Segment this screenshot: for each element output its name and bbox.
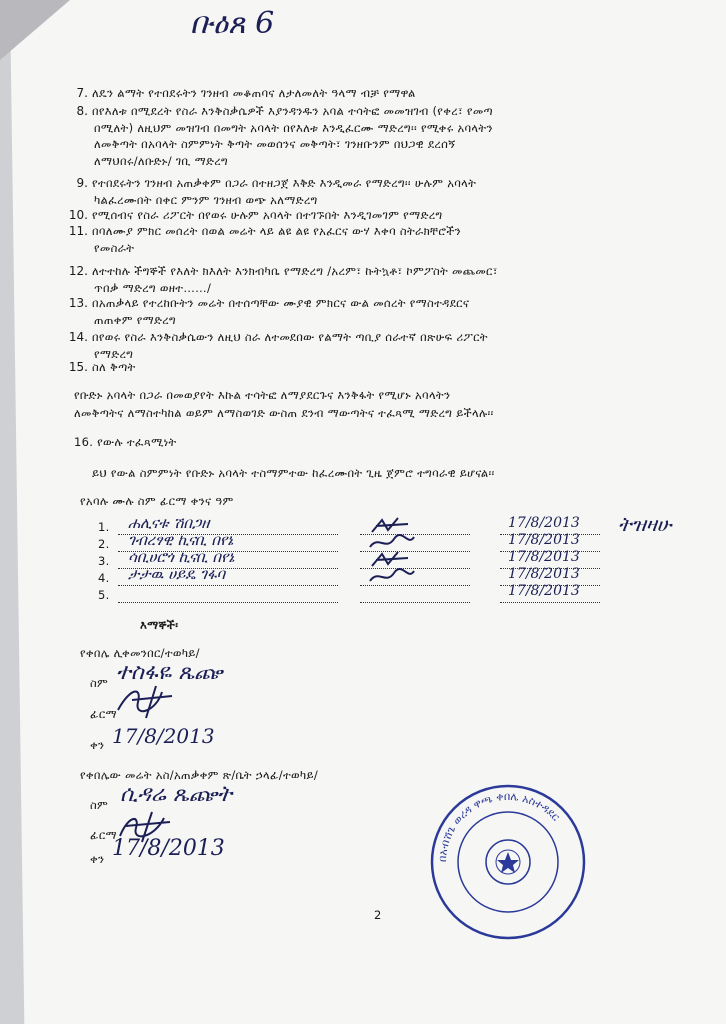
member-date: 17/8/2013: [508, 515, 580, 531]
member-number: 1.: [98, 520, 110, 534]
receiver-name-label: ስም: [90, 676, 109, 690]
clause-number: 9.: [76, 176, 88, 190]
member-name: ሳቢሀሮጎ ኪናቢ በየኔ: [128, 548, 235, 566]
office-title: የቀበሌው መሬት አስ/አጠቃቀም ጽ/ቤት ኃላፊ/ተወካይ/: [80, 768, 319, 782]
clause-text-line: በባለሙያ ምክር መሰረት በወል መሬት ላይ ልዩ ልዩ የአፈርና ውሃ እቀባ ስትራክቸሮችን: [92, 224, 461, 238]
clause-text-line: ጠጠቀም የማድረግ: [94, 312, 176, 327]
clause-text-line: በየእለቱ በሚደረት የስራ እንቅስቃሴዎች እያንዳንዱን አባል ተሳትፎ መመዝገብ (የቀረ፣ የመጣ: [92, 104, 493, 118]
member-number: 2.: [98, 537, 110, 551]
clause-text-line: ለተተከሉ ችግኞች የእለት ክእለት እንክብካቤ የማድረግ /አረም፣ ኩትኳቶ፣ ኮምፖስት መጨመር፣: [92, 264, 498, 278]
clause-text-line: ስለ ቅጣት: [92, 360, 136, 374]
clause-text-line: በየወሩ የስራ እንቅስቃሴውን ለዚህ ስራ ለተመደበው የልማት ጣቢያ ሰራተኛ በጽሁፍ ሪፖርት: [92, 330, 488, 344]
office-date: 17/8/2013: [112, 836, 225, 861]
penalty-text-line: ለመቅጣትና ለማስተካከል ወይም ለማስወገድ ውስጠ ደንብ ማውጣትና ተፈጻሚ ማድረግ ይችላሉ፡፡: [74, 406, 494, 420]
member-name: ሐሊናቱ ሽበጋዘ: [128, 514, 210, 532]
clause-number: 13.: [68, 296, 88, 310]
folded-corner: [0, 0, 70, 60]
member-date: 17/8/2013: [508, 566, 580, 582]
clause-text-line: ካልፈረሙበት በቀር ምንም ገንዘብ ወጭ አለማድረግ: [94, 192, 318, 207]
clause-text-line: ለመቅጣት በአባላት ስምምነት ቅጣት መወሰንና መቅጣት፣ ገንዘቡንም በህጋዊ ደረሰኝ: [94, 137, 456, 151]
clause-text-line: በሚለት) ለዚህም መዝገብ በመግት አባላት በየእለቱ እንዲፈርሙ ማድረግ፡፡ የሚቀሩ አባላትን: [94, 120, 493, 135]
clause-text-line: የሚሰብና የስራ ሪፖርት በየወሩ ሁሉም አባላት በተገኙበት እንዲገመገም የማድረግ: [92, 208, 443, 222]
page-header: ቡዕጸ 6: [190, 6, 275, 41]
office-date-label: ቀን: [90, 852, 105, 866]
office-name-label: ስም: [90, 798, 109, 812]
clause-text-line: ለዴን ልማት የተበደሩትን ገንዘብ መቆጠባና ለታለመለት ዓላማ ብቻ የማዋል: [92, 86, 416, 100]
receiver-name: ተስፋዬ ጼጬ: [116, 660, 223, 685]
member-date: 17/8/2013: [508, 583, 580, 599]
clause-number: 7.: [76, 86, 88, 100]
receiver-date: 17/8/2013: [112, 724, 215, 748]
section16-text: ይህ የውል ስምምነት የቡድኑ አባላት ተስማምተው ከፈረሙበት ጊዜ ጀምሮ ተግባራዊ ይሆናል፡፡: [92, 466, 495, 480]
clause-number: 15.: [68, 360, 88, 374]
member-number: 5.: [98, 588, 110, 602]
clause-text-line: የተበደሩትን ገንዘብ አጠቃቀም በጋራ በተዘጋጀ እቅድ እንዲመራ የማድረግ፡፡ ሁሉም አባላት: [92, 176, 477, 190]
member-number: 4.: [98, 571, 110, 585]
member-name: ገብረፃዊ ኪናቢ በየኔ: [128, 531, 234, 549]
page-number: 2: [374, 908, 382, 922]
witnesses-title: እማኞች፡: [140, 618, 179, 632]
clause-text-line: የመስራት: [94, 240, 135, 255]
seal-text: በአብሽጌ ወረዳ ዋጫ ቀበሌ አስተዳደር: [435, 789, 563, 863]
office-sign-label: ፊርማ: [90, 828, 117, 842]
margin-note: ትዝዛሁ: [618, 512, 672, 536]
member-date: 17/8/2013: [508, 549, 580, 565]
receiver-signature: [112, 682, 182, 722]
member-date: 17/8/2013: [508, 532, 580, 548]
clause-number: 11.: [68, 224, 88, 238]
clause-number: 8.: [76, 104, 88, 118]
member-name: ታታዉ ሀይዴ ገፋባ: [128, 565, 226, 583]
clause-text-line: ለማህበሩ/ለቡድኑ/ ገቢ ማድረግ: [94, 153, 228, 168]
clause-number: 14.: [68, 330, 88, 344]
clause-text-line: ጥበቃ ማድረግ ወዘተ……/: [94, 280, 212, 295]
member-signature: [368, 567, 416, 587]
receiver-date-label: ቀን: [90, 738, 105, 752]
member-number: 3.: [98, 554, 110, 568]
receiver-sign-label: ፊርማ: [90, 707, 117, 721]
date-line: [500, 602, 600, 603]
signature-line: [360, 602, 470, 603]
clause-number: 12.: [68, 264, 88, 278]
official-seal: [428, 782, 588, 942]
clause-number: 10.: [68, 208, 88, 222]
penalty-text-line: የቡድኑ አባላት በጋራ በመወያየት እኩል ተሳትፎ ለማያደርጉና እንቅፋት የሚሆኑ አባላትን: [74, 388, 451, 402]
receiver-title: የቀበሌ ሊቀመንበር/ተወካይ/: [80, 646, 200, 660]
name-line: [118, 602, 338, 603]
clause-text-line: በአጠቃላይ የተረከቡትን መሬት በተሰጣቸው ሙያዊ ምክርና ውል መሰረት የማስተዳደርና: [92, 296, 470, 310]
members-header: የአባሉ ሙሉ ስም ፊርማ ቀንና ዓም: [80, 494, 234, 508]
office-name: ሲዳሬ ጼጬት: [120, 782, 232, 807]
name-line: [118, 585, 338, 586]
section16-title: 16. የውሉ ተፈጻሚነት: [74, 435, 177, 449]
clause-text-line: የማድረግ: [94, 346, 134, 361]
